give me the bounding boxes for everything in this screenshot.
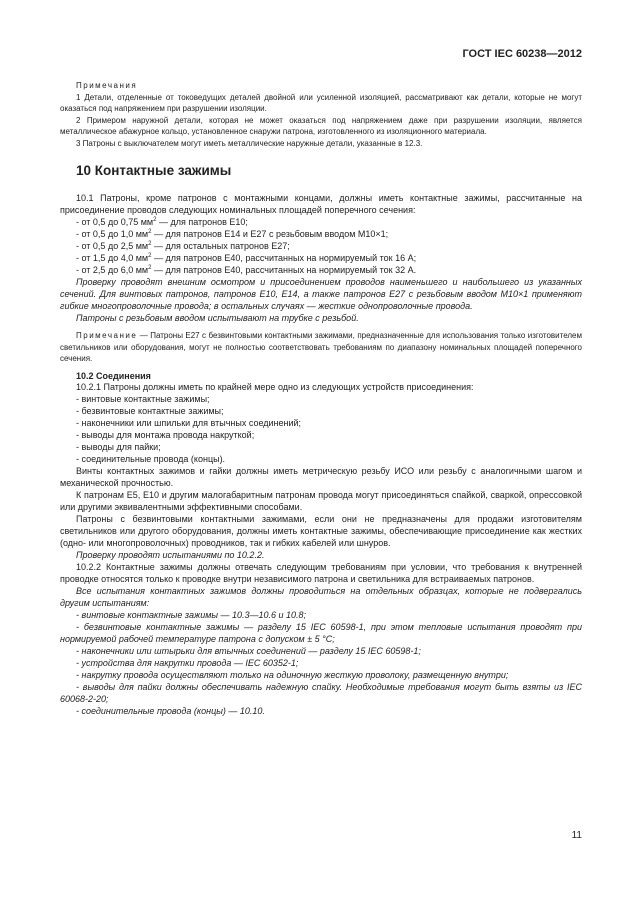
range-item: - от 2,5 до 6,0 $мм^2$ — для патронов E40, рассчитанных на нормируемый ток 32 А. bbox=[76, 265, 417, 275]
connection-item: - выводы для пайки; bbox=[76, 441, 161, 452]
test-item: - винтовые контактные зажимы — 10.3—10.6 и 10.8; bbox=[76, 609, 307, 620]
page-number: 11 bbox=[571, 830, 582, 841]
connection-item: - винтовые контактные зажимы; bbox=[76, 393, 210, 404]
note-10-1: Примечание — Патроны E27 с безвинтовыми контактными зажимами, предназначенные для использования только изготовителем светильников или оборудования, могут не полностью соответствовать требованиям по диапазону номинальных площадей поперечного сечения. bbox=[60, 331, 582, 363]
note-1: 1 Детали, отделенные от токоведущих деталей двойной или усиленной изоляцией, рассматривают как детали, которые не могут оказаться под напряжением при разрушении изоляции. bbox=[60, 92, 582, 113]
range-item: - от 1,5 до 4,0 $мм^2$ — для патронов E40, рассчитанных на нормируемый ток 16 А; bbox=[76, 253, 417, 263]
test-item: - наконечники или штырьки для втычных соединений — разделу 15 IEC 60598-1; bbox=[76, 645, 421, 656]
verification-text-2: Проверку проводят испытаниями по 10.2.2. bbox=[76, 549, 265, 560]
separate-samples-text: Все испытания контактных зажимов должны проводиться на отдельных образцах, которые не подвергались другим испытаниям: bbox=[60, 585, 582, 608]
test-item: - накрутку провода осуществляют только на одиночную жесткую проволоку, размещенную внутри; bbox=[76, 669, 509, 680]
test-item: - соединительные провода (концы) — 10.10. bbox=[76, 705, 265, 716]
connection-item: - наконечники или шпильки для втычных соединений; bbox=[76, 417, 302, 428]
clause-10-2-2: 10.2.2 Контактные зажимы должны отвечать следующим требованиям при условии, что требования к внутренней проводке относятся только к проводке внутри независимого патрона и светильника для встраиваемых патронов. bbox=[60, 561, 582, 584]
small-holders-text: К патронам E5, E10 и другим малогабаритным патронам провода могут присоединяться спайкой, сваркой, опрессовкой или другими эквивалентными эффективными способами. bbox=[60, 489, 582, 512]
test-item: - безвинтовые контактные зажимы — разделу 15 IEC 60598-1, при этом тепловые испытания проводят при нормируемой рабочей температуре патрона с допуском ± 5 °С; bbox=[60, 621, 582, 644]
test-item: - выводы для пайки должны обеспечивать надежную спайку. Необходимые требования могут быть взяты из IEC 60068-2-20; bbox=[60, 681, 582, 704]
range-item: - от 0,5 до 1,0 $мм^2$ — для патронов E14 и E27 с резьбовым вводом M10×1; bbox=[76, 229, 389, 239]
section-10-heading: 10 Контактные зажимы bbox=[76, 163, 232, 178]
verification-text: Проверку проводят внешним осмотром и присоединением проводов наименьшего и наибольшего из указанных сечений. Для винтовых патронов, патронов E10, E14, а также патронов E27 с резьбовым вводом M10×1 применяют гибкие многопроволочные провода; в остальных случаях — жесткие однопроволочные провода. bbox=[60, 277, 582, 311]
standard-header: ГОСТ IEC 60238—2012 bbox=[462, 48, 582, 60]
test-item: - устройства для накрутки провода — IEC 60352-1; bbox=[76, 657, 299, 668]
range-item: - от 0,5 до 0,75 $мм^2$ — для патронов E10; bbox=[76, 217, 248, 227]
screw-thread-text: Винты контактных зажимов и гайки должны иметь метрическую резьбу ИСО или резьбу с аналогичными шагом и механической прочностью. bbox=[60, 465, 582, 488]
clause-10-2-1: 10.2.1 Патроны должны иметь по крайней мере одно из следующих устройств присоединения: bbox=[76, 381, 474, 392]
screwless-text: Патроны с безвинтовыми контактными зажимами, если они не предназначены для продажи изготовителям светильников или другого оборудования, должны иметь контактные зажимы, обеспечивающие присоединение как жестких (одно- или многопроволочных) проводников, так и гибких кабелей или шнуров. bbox=[60, 513, 582, 548]
page-content bbox=[60, 80, 582, 717]
range-item: - от 0,5 до 2,5 $мм^2$ — для остальных патронов E27; bbox=[76, 241, 290, 251]
notes-label: Примечания bbox=[76, 81, 138, 90]
clause-10-1: 10.1 Патроны, кроме патронов с монтажными концами, должны иметь контактные зажимы, рассчитанные на присоединение проводов следующих номинальных площадей поперечного сечения: bbox=[60, 193, 582, 215]
note-2: 2 Примером наружной детали, которая не может оказаться под напряжением даже при разрушении изоляции, является металлическое абажурное кольцо, установленное снаружи патрона, изготовленного из изоляционного материала. bbox=[60, 115, 582, 136]
note-3: 3 Патроны с выключателем могут иметь металлические наружные детали, указанные в 12.3. bbox=[76, 138, 423, 148]
connection-item: - соединительные провода (концы). bbox=[76, 453, 226, 464]
connection-item: - безвинтовые контактные зажимы; bbox=[76, 405, 224, 416]
section-10-2-heading: 10.2 Соединения bbox=[76, 370, 151, 381]
connection-item: - выводы для монтажа провода накруткой; bbox=[76, 429, 255, 440]
thread-test-text: Патроны с резьбовым вводом испытывают на трубке с резьбой. bbox=[76, 313, 359, 323]
